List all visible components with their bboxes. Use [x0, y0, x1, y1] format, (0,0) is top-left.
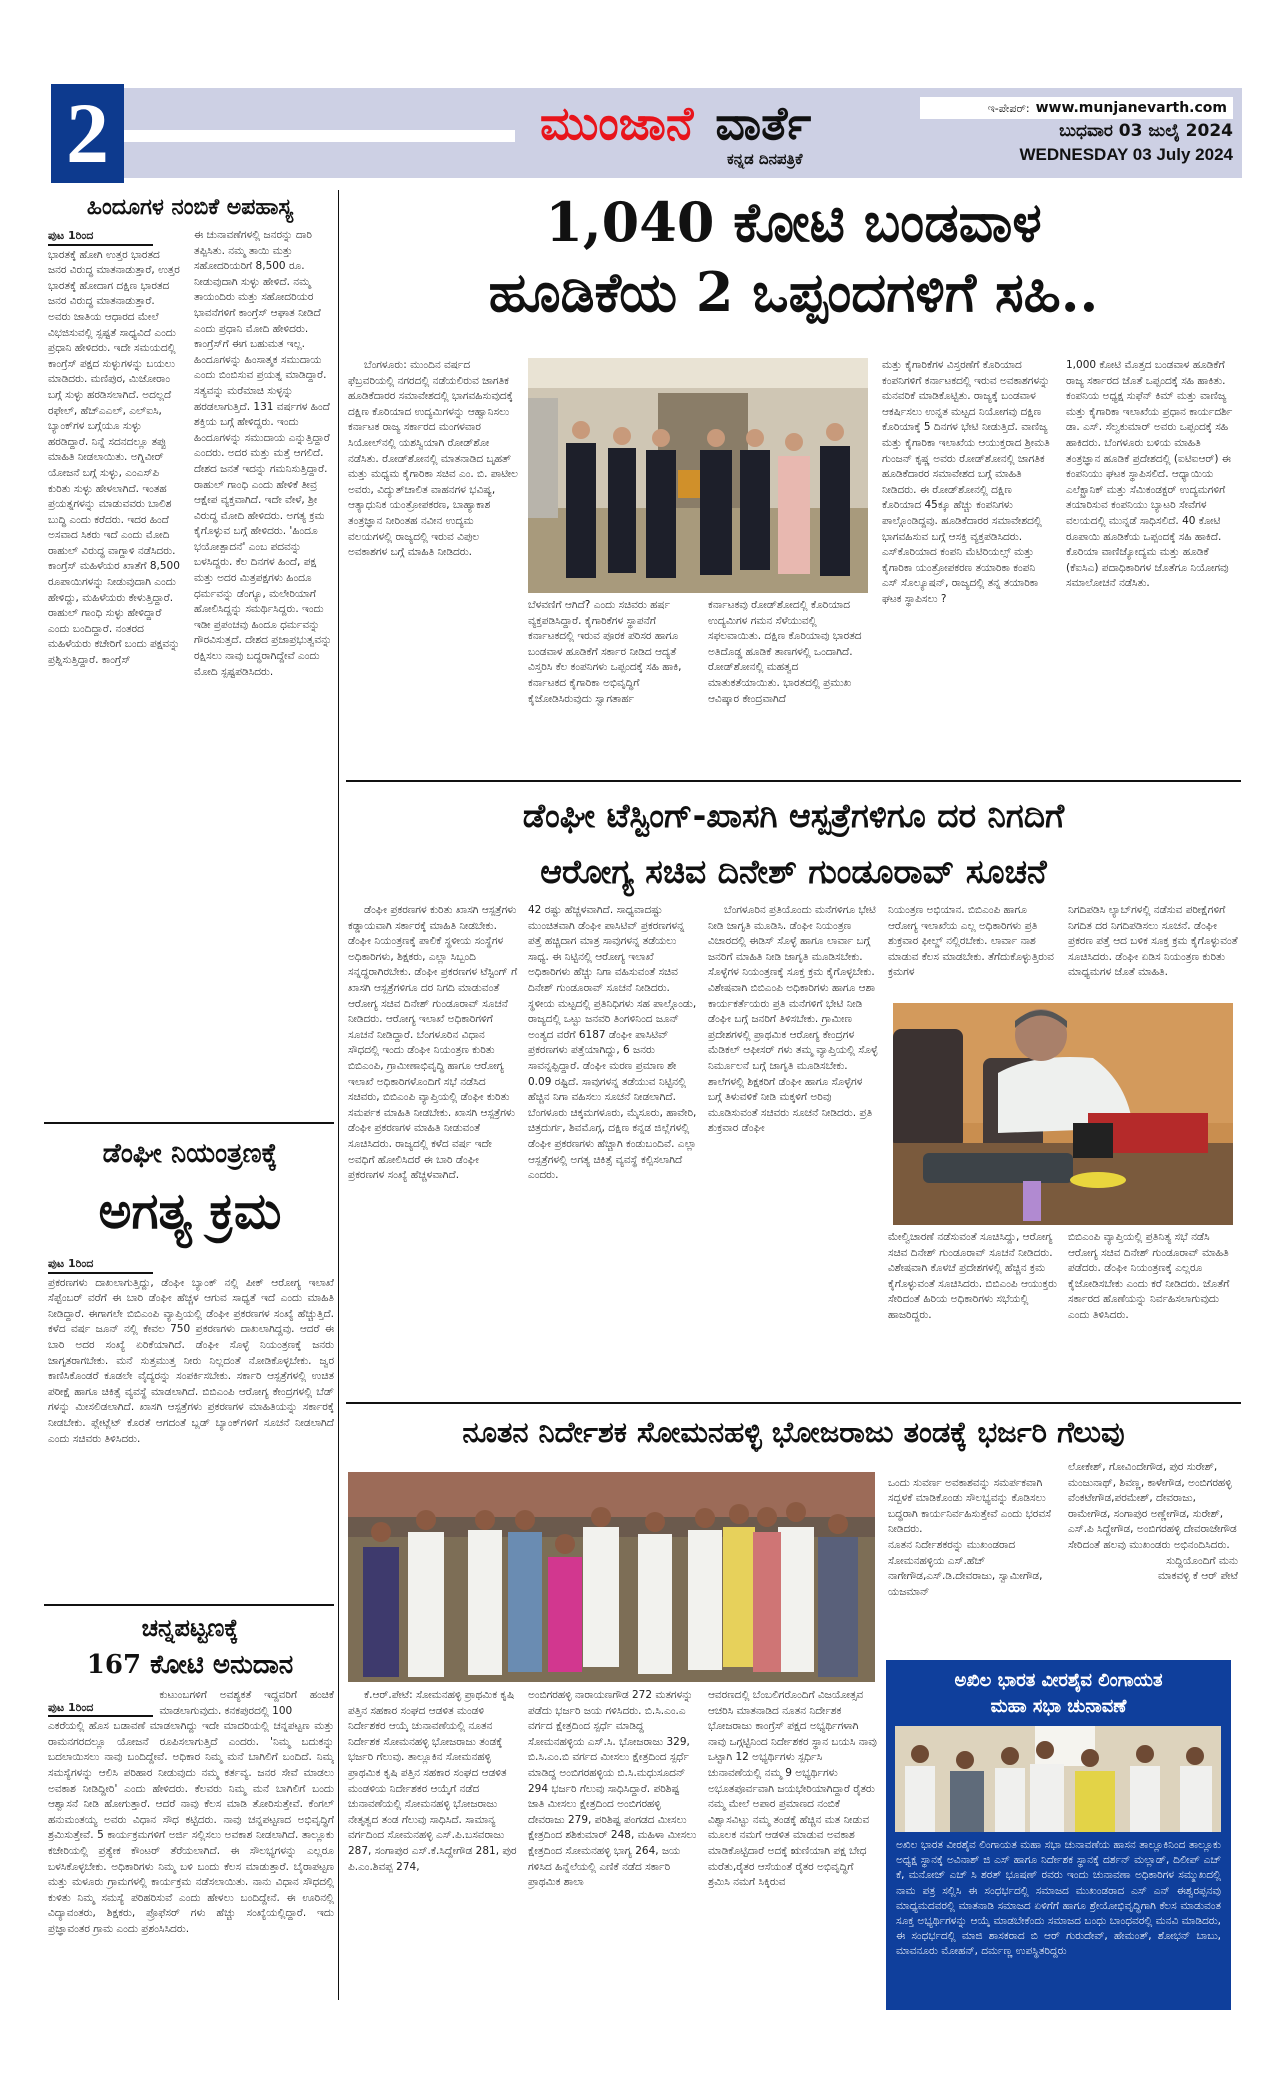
article-text: ಬೆಂಗಳೂರಿನ ಪ್ರತಿಯೊಂದು ಮನೆಗಳಿಗೂ ಭೇಟಿ ನೀಡಿ ಜಾಗೃತಿ ಮೂಡಿಸಿ. ಡೆಂಘೀ ನಿಯಂತ್ರಣ ವಿಚಾರದಲ್ಲಿ ಈಡಿಸ್ ಸೊಳ್ಳೆ ಹಾಗೂ ಲಾರ್ವಾ ಬಗ್ಗೆ ಜನರಿಗೆ ಮಾಹಿತಿ ನೀಡಿ ಜಾಗೃತಿ ಮೂಡಿಸಬೇಕು. ಸೊಳ್ಳೆಗಳ ನಿಯಂತ್ರಣಕ್ಕೆ ಸೂಕ್ತ ಕ್ರಮ ಕೈಗೊಳ್ಳಬೇಕು. ವಿಶೇಷವಾಗಿ ಬಿಬಿಎಂಪಿ ಅಧಿಕಾರಿಗಳು ಹಾಗೂ ಆಶಾ ಕಾರ್ಯಕರ್ತೆಯರು ಪ್ರತಿ ಮನೆಗಳಿಗೆ ಭೇಟಿ ನೀಡಿ ಡೆಂಘೀ ಬಗ್ಗೆ ಜನರಿಗೆ ತಿಳಿಸಬೇಕು. ಗ್ರಾಮೀಣ ಪ್ರದೇಶಗಳಲ್ಲಿ ಪ್ರಾಥಮಿಕ ಆರೋಗ್ಯ ಕೇಂದ್ರಗಳ ಮೆಡಿಕಲ್ ಆಫೀಸರ್ ಗಳು ತಮ್ಮ ವ್ಯಾಪ್ತಿಯಲ್ಲಿ ಸೊಳ್ಳೆ ನಿರ್ಮೂಲನೆ ಬಗ್ಗೆ ಜಾಗೃತಿ ಮೂಡಿಸಬೇಕು. ಶಾಲೆಗಳಲ್ಲಿ ಶಿಕ್ಷಕರಿಗೆ ಡೆಂಘೀ ಹಾಗೂ ಸೊಳ್ಳೆಗಳ ಬಗ್ಗೆ ತಿಳುವಳಿಕೆ ನೀಡಿ ಮಕ್ಕಳಿಗೆ ಅರಿವು ಮೂಡಿಸುವಂತೆ ಸಚಿವರು ಸೂಚನೆ ನೀಡಿದರು. ಪ್ರತಿ ಶುಕ್ರವಾರ ಡೆಂಘೀ [708, 904, 878, 1135]
dengue-col5a [1068, 903, 1238, 998]
section-divider [346, 1402, 1241, 1404]
election-photo-image [348, 1472, 875, 1682]
election-col2 [528, 1688, 698, 2008]
masthead-strip [55, 130, 515, 142]
blue-box-headline-line1: ಅಖಿಲ ಭಾರತ ವೀರಶೈವ ಲಿಂಗಾಯತ [954, 1670, 1163, 1691]
article-text: ಭಾರತಕ್ಕೆ ಹೋಗಿ ಉತ್ತರ ಭಾರತದ ಜನರ ವಿರುದ್ಧ ಮಾತನಾಡುತ್ತಾರೆ, ಉತ್ತರ ಭಾರತಕ್ಕೆ ಹೋದಾಗ ದಕ್ಷಿಣ ಭಾರತದ ಜನರ ವಿರುದ್ಧ ಮಾತನಾಡುತ್ತಾರೆ. ಅವರು ಜಾತಿಯ ಆಧಾರದ ಮೇಲೆ ವಿಭಜಿಸುವಲ್ಲಿ ಸ್ಪಷ್ಟತೆ ಸಾಧ್ಯವಿದೆ ಎಂದು ಪ್ರಧಾನಿ ಹೇಳಿದರು. ಇದೇ ಸಮಯದಲ್ಲಿ ಕಾಂಗ್ರೆಸ್ ಪಕ್ಷದ ಸುಳ್ಳುಗಳನ್ನು ಬಯಲು ಮಾಡಿದರು. ಮಣಿಪುರ, ಮಿಜೋರಾಂ ಬಗ್ಗೆ ಸುಳ್ಳು ಹರಡಿಸಲಾಗಿದೆ. ಅದಲ್ಲದೆ ರಫೇಲ್, ಹೆಚ್ಎಎಲ್, ಎಲ್ಐಸಿ, ಬ್ಯಾಂಕ್‌ಗಳ ಬಗ್ಗೆಯೂ ಸುಳ್ಳು ಹರಡಿದ್ದಾರೆ. ನಿನ್ನೆ ಸದನದಲ್ಲೂ ತಪ್ಪು ಮಾಹಿತಿ ನೀಡಲಾಯಿತು. ಅಗ್ನಿವೀರ್ ಯೋಜನೆ ಬಗ್ಗೆ ಸುಳ್ಳು, ಎಂಎಸ್‌ಪಿ ಕುರಿತು ಸುಳ್ಳು ಹೇಳಲಾಗಿದೆ. ಇಂತಹ ಪ್ರಯತ್ನಗಳನ್ನು ಮಾಡುವವರು ಬಾಲಿಶ ಬುದ್ಧಿ ಎಂದು ಕರೆದರು. ಇದರ ಹಿಂದೆ ಅಸವಾದ ಸಿಕರು ಇದೆ ಎಂದು ಮೋದಿ ರಾಹುಲ್ ವಿರುದ್ಧ ವಾಗ್ದಾಳಿ ನಡೆಸಿದರು. ಕಾಂಗ್ರೆಸ್ ಮಹಿಳೆಯರ ಖಾತೆಗೆ 8,500 ರೂಪಾಯಿಗಳನ್ನು ನೀಡುವುದಾಗಿ ಎಂದು ಹೇಳಿದ್ದು, ಮಹಿಳೆಯರು ಕೇಳುತ್ತಿದ್ದಾರೆ. ರಾಹುಲ್ ಗಾಂಧಿ ಸುಳ್ಳು ಹೇಳಿದ್ದಾರೆ ಎಂದು ಬಂದಿದ್ದಾರೆ. ನಂತರದ ಮಹಿಳೆಯರು ಕಚೇರಿಗೆ ಬಂದು ಪಕ್ಷವನ್ನು ಪ್ರಶ್ನಿಸುತ್ತಿದ್ದಾರೆ. ಕಾಂಗ್ರೆಸ್ [48, 248, 180, 667]
section-divider [44, 1122, 334, 1124]
lead-headline-line1: 1,040 ಕೋಟಿ ಬಂಡವಾಳ [545, 190, 1042, 254]
minister-photo-image [893, 1003, 1233, 1225]
epaper-label: ಇ-ಪೇಪರ್: [987, 102, 1030, 115]
article-text: ಪ್ರಕರಣಗಳು ದಾಖಲಾಗುತ್ತಿದ್ದು, ಡೆಂಘೀ ಬ್ಯಾಂಕ್ ನಲ್ಲಿ ಪೀಕ್ ಆರೋಗ್ಯ ಇಲಾಖೆ ಸೆಪ್ಟೆಂಬರ್ ವರೆಗೆ ಈ ಬಾರಿ ಡೆಂಘೀ ಹೆಚ್ಚಳ ಆಗುವ ಸಾಧ್ಯತೆ ಇದೆ ಎಂದು ಮಾಹಿತಿ ನೀಡಿದ್ದಾರೆ. ಈಗಾಗಲೇ ಬಿಬಿಎಂಪಿ ವ್ಯಾಪ್ತಿಯಲ್ಲಿ ಡೆಂಘೀ ಪ್ರಕರಣಗಳ ಸಂಖ್ಯೆ ಹೆಚ್ಚುತ್ತಿದೆ. ಕಳೆದ ವರ್ಷ ಜೂನ್ ನಲ್ಲಿ ಕೇವಲ 750 ಪ್ರಕರಣಗಳು ದಾಖಲಾಗಿದ್ದವು. ಆದರೆ ಈ ಬಾರಿ ಅದರ ಸಂಖ್ಯೆ ಏರಿಕೆಯಾಗಿದೆ. ಡೆಂಘೀ ಸೊಳ್ಳೆ ನಿಯಂತ್ರಣಕ್ಕೆ ಜನರು ಜಾಗೃತರಾಗಬೇಕು. ಮನೆ ಸುತ್ತಮುತ್ತ ನೀರು ನಿಲ್ಲದಂತೆ ನೋಡಿಕೊಳ್ಳಬೇಕು. ಜ್ವರ ಕಾಣಿಸಿಕೊಂಡರೆ ಕೂಡಲೇ ವೈದ್ಯರನ್ನು ಸಂಪರ್ಕಿಸಬೇಕು. ಸರ್ಕಾರಿ ಆಸ್ಪತ್ರೆಗಳಲ್ಲಿ ಉಚಿತ ಪರೀಕ್ಷೆ ಹಾಗೂ ಚಿಕಿತ್ಸೆ ವ್ಯವಸ್ಥೆ ಮಾಡಲಾಗಿದೆ. ಬಿಬಿಎಂಪಿ ಆರೋಗ್ಯ ಕೇಂದ್ರಗಳಲ್ಲಿ ಬೆಡ್ ಗಳನ್ನು ಮೀಸಲಿಡಲಾಗಿದೆ. ಖಾಸಗಿ ಆಸ್ಪತ್ರೆಗಳು ಪ್ರಕರಣಗಳ ಮಾಹಿತಿಯನ್ನು ಸರ್ಕಾರಕ್ಕೆ ನೀಡಬೇಕು. ಪ್ಲೇಟ್ಲೆಟ್ ಕೊರತೆ ಆಗದಂತೆ ಬ್ಲಡ್ ಬ್ಯಾಂಕ್‌ಗಳಿಗೆ ಸೂಚನೆ ನೀಡಲಾಗಿದೆ ಎಂದು ಸಚಿವರು ತಿಳಿಸಿದರು. [48, 1276, 334, 1445]
dengue-col2 [528, 903, 698, 1398]
dengue-headline-line2: ಆರೋಗ್ಯ ಸಚಿವ ದಿನೇಶ್ ಗುಂಡೂರಾವ್ ಸೂಚನೆ [540, 852, 1047, 891]
logo-black-word: ವಾರ್ತೆ [715, 96, 812, 150]
lead-col1 [348, 358, 518, 773]
dengue-col4a [888, 903, 1058, 998]
dengue-col1 [348, 903, 518, 1398]
continued-label: ಪುಟ 1ರಿಂದ [48, 1700, 153, 1718]
continued-label: ಪುಟ 1ರಿಂದ [48, 228, 153, 246]
election-victory-photo [348, 1472, 875, 1682]
logo-red-word: ಮುಂಜಾನೆ [540, 96, 694, 150]
lead-headline-line2: ಹೂಡಿಕೆಯ 2 ಒಪ್ಪಂದಗಳಿಗೆ ಸಹಿ.. [488, 260, 1099, 324]
left-story-1-col2 [194, 228, 334, 1118]
byline-2: ಮಾಕವಳ್ಳಿ ಕೆ ಆರ್ ಪೇಟೆ [1157, 1570, 1238, 1583]
dengue-col3 [708, 903, 878, 1398]
left-story-2-body [48, 1256, 334, 1596]
left-story-2-headline: ಅಗತ್ಯ ಕ್ರಮ [98, 1182, 282, 1240]
section-divider [346, 780, 1241, 782]
article-text: ಲೋಕೇಶ್, ಗೋವಿಂದೇಗೌಡ, ಪುರ ಸುರೇಶ್, ಮಂಜುನಾಥ್, ಶಿವಣ್ಣ, ಕಾಳೇಗೌಡ, ಅಂಬಿಗರಹಳ್ಳಿ ವೆಂಕಟೇಗೌಡ,ಪರಮೇಶ್, ದೇವರಾಜು, ರಾಮೇಗೌಡ, ಸಂಗಾಪುರ ಅಣ್ಣೇಗೌಡ, ಸುರೇಶ್, ಎಸ್.ಪಿ ಸಿದ್ದೇಗೌಡ, ಅಂಬಿಗರಹಳ್ಳಿ ದೇವರಾಜೇಗೌಡ ಸೇರಿದಂತೆ ಹಲವು ಮುಖಂಡರು ಅಭಿನಂದಿಸಿದರು. [1068, 1461, 1237, 1551]
article-text: ಮತ್ತು ಕೈಗಾರಿಕೆಗಳ ವಿಸ್ತರಣೆಗೆ ಕೊರಿಯಾದ ಕಂಪನಿಗಳಿಗೆ ಕರ್ನಾಟಕದಲ್ಲಿ ಇರುವ ಅವಕಾಶಗಳನ್ನು ಮನವರಿಕೆ ಮಾಡಿಕೊಟ್ಟಿತು. ರಾಜ್ಯಕ್ಕೆ ಬಂಡವಾಳ ಆಕರ್ಷಿಸಲು ಉನ್ನತ ಮಟ್ಟದ ನಿಯೋಗವು ದಕ್ಷಿಣ ಕೊರಿಯಾಕ್ಕೆ 5 ದಿನಗಳ ಭೇಟಿ ನೀಡುತ್ತಿದೆ. ವಾಣಿಜ್ಯ ಮತ್ತು ಕೈಗಾರಿಕಾ ಇಲಾಖೆಯ ಆಯುಕ್ತರಾದ ಶ್ರೀಮತಿ ಗುಂಜನ್ ಕೃಷ್ಣ ಅವರು ರೋಡ್‌ಶೋನಲ್ಲಿ ಜಾಗತಿಕ ಹೂಡಿಕೆದಾರರ ಸಮಾವೇಶದ ಬಗ್ಗೆ ಮಾಹಿತಿ ನೀಡಿದರು. ಈ ರೋಡ್‌ಶೋನಲ್ಲಿ ದಕ್ಷಿಣ ಕೊರಿಯಾದ 45ಕ್ಕೂ ಹೆಚ್ಚು ಕಂಪನಿಗಳು ಪಾಲ್ಗೊಂಡಿದ್ದವು. ಹೂಡಿಕೆದಾರರ ಸಮಾವೇಶದಲ್ಲಿ ಭಾಗವಹಿಸುವ ಬಗ್ಗೆ ಆಸಕ್ತಿ ವ್ಯಕ್ತಪಡಿಸಿದರು. ಎಸ್‌ಕೊರಿಯಾದ ಕಂಪನಿ ಮೆಟಿರಿಯಲ್ಸ್ ಮತ್ತು ಕೈಗಾರಿಕಾ ಯಂತ್ರೋಪಕರಣ ತಯಾರಿಕಾ ಕಂಪನಿ ಎಸ್ ಸೊಲ್ಯೂಷನ್, ರಾಜ್ಯದಲ್ಲಿ ತನ್ನ ತಯಾರಿಕಾ ಘಟಕ ಸ್ಥಾಪಿಸಲು ? [882, 359, 1050, 605]
left-story-3-intro-row [48, 1688, 334, 1719]
left-story-3-headline: 167 ಕೋಟಿ ಅನುದಾನ [86, 1650, 294, 1680]
article-text: ಒಂದು ಸುವರ್ಣ ಅವಕಾಶವನ್ನು ಸಮರ್ಪಕವಾಗಿ ಸದ್ಬಳಕೆ ಮಾಡಿಕೊಂಡು ಸೌಲಭ್ಯವನ್ನು ಕೊಡಿಸಲು ಬದ್ಧರಾಗಿ ಕಾರ್ಯನಿರ್ವಹಿಸುತ್ತೇವೆ ಎಂದು ಭರವಸೆ ನೀಡಿದರು. ನೂತನ ನಿರ್ದೇಶಕರನ್ನು ಮುಖಂಡರಾದ ಸೋಮನಹಳ್ಳಿಯ ಎಸ್.ಹೆಚ್ ನಾಗೇಗೌಡ,ಎಸ್.ಡಿ.ದೇವರಾಜು, ಸ್ವಾಮೀಗೌಡ, ಯಜಮಾನ್ [888, 1476, 1052, 1598]
article-text: ಈ ಚುನಾವಣೆಗಳಲ್ಲಿ ಜನರನ್ನು ದಾರಿ ತಪ್ಪಿಸಿತು. ನಮ್ಮ ತಾಯಿ ಮತ್ತು ಸಹೋದರಿಯರಿಗೆ 8,500 ರೂ. ನೀಡುವುದಾಗಿ ಸುಳ್ಳು ಹೇಳಿದೆ. ನಮ್ಮ ತಾಯಂದಿರು ಮತ್ತು ಸಹೋದರಿಯರ ಭಾವನೆಗಳಿಗೆ ಕಾಂಗ್ರೆಸ್ ಆಘಾತ ನೀಡಿದೆ ಎಂದು ಪ್ರಧಾನಿ ಮೋದಿ ಹೇಳಿದರು. ಕಾಂಗ್ರೆಸ್‌ಗೆ ಈಗ ಬಹುಮತ ಇಲ್ಲ. ಹಿಂದೂಗಳನ್ನು ಹಿಂಸಾತ್ಮಕ ಸಮುದಾಯ ಎಂದು ಬಿಂಬಿಸುವ ಪ್ರಯತ್ನ ಮಾಡಿದ್ದಾರೆ. ಸತ್ಯವನ್ನು ಮರೆಮಾಚಿ ಸುಳ್ಳನ್ನು ಹರಡಲಾಗುತ್ತಿದೆ. 131 ವರ್ಷಗಳ ಹಿಂದೆ ಶಕ್ತಿಯ ಬಗ್ಗೆ ಹೇಳಿದ್ದರು. ಇಂದು ಹಿಂದೂಗಳನ್ನು ಸಮುದಾಯ ಎನ್ನುತ್ತಿದ್ದಾರೆ ಎಂದರು. ಅದರ ಮತ್ತು ಮತ್ತೆ ಆಗಲಿದೆ. ದೇಶದ ಜನತೆ ಇದನ್ನು ಗಮನಿಸುತ್ತಿದ್ದಾರೆ. ರಾಹುಲ್ ಗಾಂಧಿ ಎಂದು ಹೇಳಿಕೆ ತೀವ್ರ ಆಕ್ಷೇಪ ವ್ಯಕ್ತವಾಗಿದೆ. ಇದೇ ವೇಳೆ, ಶ್ರೀ ವಿರುದ್ಧ ಮೋದಿ ಹೇಳಿದರು. ಅಗತ್ಯ ಕ್ರಮ ಕೈಗೊಳ್ಳುವ ಬಗ್ಗೆ ಹೇಳಿದರು. 'ಹಿಂದೂ ಭಯೋತ್ಪಾದನೆ' ಎಂಬ ಪದವನ್ನು ಬಳಸಿದ್ದರು. ಕೆಲ ದಿನಗಳ ಹಿಂದೆ, ಪಕ್ಷ ಮತ್ತು ಅದರ ಮಿತ್ರಪಕ್ಷಗಳು ಹಿಂದೂ ಧರ್ಮವನ್ನು ಡೆಂಗ್ಯೂ, ಮಲೇರಿಯಾಗೆ ಹೋಲಿಸಿದ್ದನ್ನು ಸಮರ್ಥಿಸಿದ್ದರು. ಇಂದು ಇಡೀ ಪ್ರಪಂಚವು ಹಿಂದೂ ಧರ್ಮವನ್ನು ಗೌರವಿಸುತ್ತದೆ. ದೇಶದ ಪ್ರಜಾಪ್ರಭುತ್ವವನ್ನು ರಕ್ಷಿಸಲು ನಾವು ಬದ್ಧರಾಗಿದ್ದೇವೆ ಎಂದು ಮೋದಿ ಸ್ಪಷ್ಟಪಡಿಸಿದರು. [194, 229, 332, 678]
left-story-1-col1 [48, 228, 180, 1118]
epaper-address [920, 97, 1233, 119]
byline-1: ಸುದ್ದಿಯೊಂದಿಗೆ ಮನು [1166, 1554, 1238, 1567]
left-story-3-kicker: ಚನ್ನಪಟ್ಟಣಕ್ಕೆ [141, 1614, 239, 1642]
blue-box-headline-line2: ಮಹಾ ಸಭಾ ಚುನಾವಣೆ [990, 1696, 1127, 1717]
article-text: ಆವರಣದಲ್ಲಿ ಬೆಂಬಲಿಗರೊಂದಿಗೆ ವಿಜಯೋತ್ಸವ ಆಚರಿಸಿ ಮಾತನಾಡಿದ ನೂತನ ನಿರ್ದೇಶಕ ಭೋಜರಾಜು ಕಾಂಗ್ರೆಸ್ ಪಕ್ಷದ ಅಭ್ಯರ್ಥಿಗಳಾಗಿ ನಾವು ಒಗ್ಗಟ್ಟಿನಿಂದ ನಿರ್ದೇಶಕರ ಸ್ಥಾನ ಬಯಸಿ ನಾವು ಒಟ್ಟಾಗಿ 12 ಅಭ್ಯರ್ಥಿಗಳು ಸ್ಪರ್ಧಿಸಿ ಚುನಾವಣೆಯಲ್ಲಿ ನಮ್ಮ 9 ಅಭ್ಯರ್ಥಿಗಳು ಅಭೂತಪೂರ್ವವಾಗಿ ಜಯಭೇರಿಯಾಗಿದ್ದಾರೆ ರೈತರು ನಮ್ಮ ಮೇಲೆ ಅಪಾರ ಪ್ರಮಾಣದ ನಂಬಿಕೆ ವಿಶ್ವಾಸವಿಟ್ಟು ನಮ್ಮ ತಂಡಕ್ಕೆ ಹೆಚ್ಚಿನ ಮತ ನೀಡುವ ಮೂಲಕ ನಮಗೆ ಆಡಳಿತ ಮಾಡುವ ಅವಕಾಶ ಮಾಡಿಕೊಟ್ಟಿದಾರೆ ಅದಕ್ಕೆ ಋಣಿಯಾಗಿ ಪಕ್ಷ ಬೇಧ ಮರೆತು,ರೈತರ ಆಸೆಯಂತೆ ರೈತರ ಅಭಿವೃದ್ಧಿಗೆ ಶ್ರಮಿಸಿ ನಮಗೆ ಸಿಕ್ಕಿರುವ [708, 1689, 877, 1889]
article-text: 1,000 ಕೋಟಿ ಮೊತ್ತದ ಬಂಡವಾಳ ಹೂಡಿಕೆಗೆ ರಾಜ್ಯ ಸರ್ಕಾರದ ಜೊತೆ ಒಪ್ಪಂದಕ್ಕೆ ಸಹಿ ಹಾಕಿತು. ಕಂಪನಿಯ ಅಧ್ಯಕ್ಷ ಸುಫೆನ್ ಕಿಮ್ ಮತ್ತು ವಾಣಿಜ್ಯ ಮತ್ತು ಕೈಗಾರಿಕಾ ಇಲಾಖೆಯ ಪ್ರಧಾನ ಕಾರ್ಯದರ್ಶಿ ಡಾ. ಎಸ್. ಸೆಲ್ವಕುಮಾರ್ ಅವರು ಒಪ್ಪಂದಕ್ಕೆ ಸಹಿ ಹಾಕಿದರು. ಬೆಂಗಳೂರು ಬಳಿಯ ಮಾಹಿತಿ ತಂತ್ರಜ್ಞಾನ ಹೂಡಿಕೆ ಪ್ರದೇಶದಲ್ಲಿ (ಐಟಿಐಆರ್) ಈ ಕಂಪನಿಯು ಘಟಕ ಸ್ಥಾಪಿಸಲಿದೆ. ಆಧ್ಯಾಯಿಯ ಎಲೆಕ್ಟ್ರಾನಿಕ್ ಮತ್ತು ಸೆಮಿಕಂಡಕ್ಟರ್ ಉದ್ಯಮಗಳಿಗೆ ತಯಾರಿಸುವ ಕಂಪನಿಯು ಬ್ಯಾಟರಿ ಸೇವೆಗಳ ವಲಯದಲ್ಲಿ ಮುನ್ನಡೆ ಸಾಧಿಸಲಿದೆ. 40 ಕೋಟಿ ರೂಪಾಯಿ ಹೂಡಿಕೆಯ ಒಪ್ಪಂದಕ್ಕೆ ಸಹಿ ಹಾಕಿದೆ. ಕೊರಿಯಾ ವಾಣಿಜ್ಯೋದ್ಯಮ ಮತ್ತು ಹೂಡಿಕೆ (ಕೆಐಸಿಎ) ಪದಾಧಿಕಾರಿಗಳ ಜೊತೆಗೂ ನಿಯೋಗವು ಸಮಾಲೋಚನೆ ನಡೆಸಿತು. [1066, 359, 1233, 590]
election-headline: ನೂತನ ನಿರ್ದೇಶಕ ಸೋಮನಹಳ್ಳಿ ಭೋಜರಾಜು ತಂಡಕ್ಕೆ ಭರ್ಜರಿ ಗೆಲುವು [462, 1415, 1125, 1449]
dengue-col4b [888, 1230, 1058, 1400]
continued-label: ಪುಟ 1ರಿಂದ [48, 1256, 153, 1274]
election-col4 [888, 1460, 1058, 1655]
blue-box-photo [895, 1726, 1221, 1832]
tagline: ಕನ್ನಡ ದಿನಪತ್ರಿಕೆ [727, 150, 803, 168]
dengue-headline-line1: ಡೆಂಘೀ ಟೆಸ್ಟಿಂಗ್-ಖಾಸಗಿ ಆಸ್ಪತ್ರೆಗಳಿಗೂ ದರ ನಿಗದಿಗೆ [522, 796, 1065, 835]
newspaper-logo [540, 95, 811, 151]
lead-photo-image [528, 358, 868, 593]
lead-col2b [708, 598, 868, 773]
article-text: ಕರ್ನಾಟಕವು ರೋಡ್‌ಶೋದಲ್ಲಿ ಕೊರಿಯಾದ ಉದ್ಯಮಿಗಳ ಗಮನ ಸೆಳೆಯುವಲ್ಲಿ ಸಫಲವಾಯಿತು. ದಕ್ಷಿಣ ಕೊರಿಯಾವು ಭಾರತದ ಅತಿದೊಡ್ಡ ಹೂಡಿಕೆ ತಾಣಗಳಲ್ಲಿ ಒಂದಾಗಿದೆ. ರೋಡ್‌ಶೋನಲ್ಲಿ ಮಹತ್ವದ ಮಾತುಕತೆಯಾಯಿತು. ಭಾರತದಲ್ಲಿ ಪ್ರಮುಖ ಆವಿಷ್ಕಾರ ಕೇಂದ್ರವಾಗಿದೆ [708, 599, 862, 705]
article-text: ಮೇಲ್ವಿಚಾರಣೆ ನಡೆಸುವಂತೆ ಸೂಚಿಸಿದ್ದು, ಆರೋಗ್ಯ ಸಚಿವ ದಿನೇಶ್ ಗುಂಡೂರಾವ್ ಸೂಚನೆ ನೀಡಿದರು. ವಿಶೇಷವಾಗಿ ಕೊಳಚೆ ಪ್ರದೇಶಗಳಲ್ಲಿ ಹೆಚ್ಚಿನ ಕ್ರಮ ಕೈಗೊಳ್ಳುವಂತೆ ಸೂಚಿಸಿದರು. ಬಿಬಿಎಂಪಿ ಆಯುಕ್ತರು ಸೇರಿದಂತೆ ಹಿರಿಯ ಅಧಿಕಾರಿಗಳು ಸಭೆಯಲ್ಲಿ ಹಾಜರಿದ್ದರು. [888, 1231, 1057, 1321]
lead-col2a [528, 598, 688, 773]
date-kannada: ಬುಧವಾರ 03 ಜುಲೈ 2024 [1059, 121, 1233, 141]
left-story-3-body [48, 1688, 334, 2008]
article-text: ಬೆಳವಣಿಗೆ ಆಗಿದೆ? ಎಂದು ಸಚಿವರು ಹರ್ಷ ವ್ಯಕ್ತಪಡಿಸಿದ್ದಾರೆ. ಕೈಗಾರಿಕೆಗಳ ಸ್ಥಾಪನೆಗೆ ಕರ್ನಾಟಕದಲ್ಲಿ ಇರುವ ಪೂರಕ ಪರಿಸರ ಹಾಗೂ ಬಂಡವಾಳ ಹೂಡಿಕೆಗೆ ಸರ್ಕಾರ ನೀಡಿದ ಆದ್ಯತೆ ವಿಸ್ತರಿಸಿ ಕೆಲ ಕಂಪನಿಗಳು ಒಪ್ಪಂದಕ್ಕೆ ಸಹಿ ಹಾಕಿ, ಕರ್ನಾಟಕದ ಕೈಗಾರಿಕಾ ಅಭಿವೃದ್ಧಿಗೆ ಕೈಜೋಡಿಸಿರುವುದು ಸ್ವಾಗತಾರ್ಹ [528, 599, 682, 705]
section-divider [44, 1604, 334, 1606]
left-story-1-headline: ಹಿಂದೂಗಳ ನಂಬಿಕೆ ಅಪಹಾಸ್ಯ [86, 195, 294, 220]
website-link[interactable]: www.munjanevarth.com [1035, 100, 1227, 116]
date-english: WEDNESDAY 03 July 2024 [1019, 145, 1233, 164]
article-text: 42 ರಷ್ಟು ಹೆಚ್ಚಳವಾಗಿದೆ. ಸಾಧ್ಯವಾದಷ್ಟು ಮುಂಚಿತವಾಗಿ ಡೆಂಘೀ ಪಾಸಿಟಿವ್ ಪ್ರಕರಣಗಳನ್ನ ಪತ್ತೆ ಹಚ್ಚಿದಾಗ ಮಾತ್ರ ಸಾವುಗಳನ್ನ ತಡೆಯಲು ಸಾಧ್ಯ. ಈ ನಿಟ್ಟಿನಲ್ಲಿ ಆರೋಗ್ಯ ಇಲಾಖೆ ಅಧಿಕಾರಿಗಳು ಹೆಚ್ಚು ನಿಗಾ ವಹಿಸುವಂತೆ ಸಚಿವ ದಿನೇಶ್ ಗುಂಡೂರಾವ್ ಸೂಚನೆ ನೀಡಿದರು. ಸ್ಥಳೀಯ ಮಟ್ಟದಲ್ಲಿ ಪ್ರತಿನಿಧಿಗಳು ಸಹ ಪಾಲ್ಗೊಂಡು, ರಾಜ್ಯದಲ್ಲಿ ಒಟ್ಟು ಜನವರಿ ತಿಂಗಳಿನಿಂದ ಜೂನ್ ಅಂತ್ಯದ ವರೆಗೆ 6187 ಡೆಂಘೀ ಪಾಸಿಟಿವ್ ಪ್ರಕರಣಗಳು ಪತ್ತೆಯಾಗಿದ್ದು, 6 ಜನರು ಸಾವನ್ನಪ್ಪಿದ್ದಾರೆ. ಡೆಂಘೀ ಮರಣ ಪ್ರಮಾಣ ಶೇ 0.09 ರಷ್ಟಿದೆ. ಸಾವುಗಳನ್ನ ತಡೆಯುವ ನಿಟ್ಟಿನಲ್ಲಿ ಹೆಚ್ಚಿನ ನಿಗಾ ವಹಿಸಲು ಸೂಚನೆ ನೀಡಲಾಗಿದೆ. ಬೆಂಗಳೂರು ಚಿಕ್ಕಮಗಳೂರು, ಮೈಸೂರು, ಹಾವೇರಿ, ಚಿತ್ರದುರ್ಗ, ಶಿವಮೊಗ್ಗ, ದಕ್ಷಿಣ ಕನ್ನಡ ಜಿಲ್ಲೆಗಳಲ್ಲಿ ಡೆಂಘೀ ಪ್ರಕರಣಗಳು ಹೆಚ್ಚಾಗಿ ಕಂಡುಬಂದಿವೆ. ಎಲ್ಲಾ ಆಸ್ಪತ್ರೆಗಳಲ್ಲಿ ಅಗತ್ಯ ಚಿಕಿತ್ಸೆ ವ್ಯವಸ್ಥೆ ಕಲ್ಪಿಸಲಾಗಿದೆ ಎಂದರು. [528, 904, 697, 1182]
veerashaiva-election-box [886, 1660, 1231, 2010]
article-text: ಅಂಬಿಗರಹಳ್ಳಿ ನಾರಾಯಣಗೌಡ 272 ಮತಗಳನ್ನು ಪಡೆದು ಭರ್ಜರಿ ಜಯ ಗಳಿಸಿದರು. ಬಿ.ಸಿ.ಎಂ.ಎ ವರ್ಗದ ಕ್ಷೇತ್ರದಿಂದ ಸ್ಪರ್ಧೆ ಮಾಡಿದ್ದ ಸೋಮನಹಳ್ಳಿಯ ಎಸ್.ಸಿ. ಭೋಜರಾಜು 329, ಬಿ.ಸಿ.ಎಂ.ಬಿ ವರ್ಗದ ಮೀಸಲು ಕ್ಷೇತ್ರದಿಂದ ಸ್ಪರ್ಧೆ ಮಾಡಿದ್ದ ಅಂಬಿಗರಹಳ್ಳಿಯ ಬಿ.ಸಿ.ಮಧುಸೂದನ್ 294 ಭರ್ಜರಿ ಗೆಲುವು ಸಾಧಿಸಿದ್ದಾರೆ. ಪರಿಶಿಷ್ಟ ಜಾತಿ ಮೀಸಲು ಕ್ಷೇತ್ರದಿಂದ ಅಂಬಿಗರಹಳ್ಳಿ ದೇವರಾಜು 279, ಪರಿಶಿಷ್ಟ ಪಂಗಡದ ಮೀಸಲು ಕ್ಷೇತ್ರದಿಂದ ಶಶಿಕುಮಾರ್ 248, ಮಹಿಳಾ ಮೀಸಲು ಕ್ಷೇತ್ರದಿಂದ ಸೋಮನಹಳ್ಳಿ ಭಾಗ್ಯ 264, ಜಯ ಗಳಿಸಿದ ಹಿನ್ನೆಲೆಯಲ್ಲಿ ಎಣಿಕೆ ನಡೆದ ಸರ್ಕಾರಿ ಪ್ರಾಥಮಿಕ ಶಾಲಾ [528, 1689, 697, 1889]
article-text: ಬಿಬಿಎಂಪಿ ವ್ಯಾಪ್ತಿಯಲ್ಲಿ ಪ್ರತಿನಿತ್ಯ ಸಭೆ ನಡೆಸಿ ಆರೋಗ್ಯ ಸಚಿವ ದಿನೇಶ್ ಗುಂಡೂರಾವ್ ಮಾಹಿತಿ ಪಡೆದರು. ಡೆಂಘೀ ನಿಯಂತ್ರಣಕ್ಕೆ ಎಲ್ಲರೂ ಕೈಜೋಡಿಸಬೇಕು ಎಂದು ಕರೆ ನೀಡಿದರು. ಜೊತೆಗೆ ಸರ್ಕಾರದ ಹೊಣೆಯನ್ನು ನಿರ್ವಹಿಸಲಾಗುವುದು ಎಂದು ತಿಳಿಸಿದರು. [1068, 1231, 1230, 1321]
page-number-badge: 2 [51, 84, 124, 183]
dengue-col5b [1068, 1230, 1238, 1400]
article-text: ನಿಯಂತ್ರಣ ಅಭಿಯಾನ. ಬಿಬಿಎಂಪಿ ಹಾಗೂ ಆರೋಗ್ಯ ಇಲಾಖೆಯ ಎಲ್ಲ ಅಧಿಕಾರಿಗಳು ಪ್ರತಿ ಶುಕ್ರವಾರ ಫೀಲ್ಡ್ ನಲ್ಲಿರಬೇಕು. ಲಾರ್ವಾ ನಾಶ ಮಾಡುವ ಕೆಲಸ ಮಾಡಬೇಕು. ತೆಗೆದುಕೊಳ್ಳುತ್ತಿರುವ ಕ್ರಮಗಳ [888, 904, 1054, 979]
article-text: ಎಕರೆಯಲ್ಲಿ ಹೊಸ ಬಡಾವಣೆ ಮಾಡಲಾಗಿದ್ದು ಇದೇ ಮಾದರಿಯಲ್ಲಿ ಚನ್ನಪಟ್ಟಣ ಮತ್ತು ರಾಮನಗರದಲ್ಲೂ ಯೋಜನೆ ರೂಪಿಸಲಾಗುತ್ತಿದೆ ಎಂದರು. 'ನಿಮ್ಮ ಬದುಕನ್ನು ಬದಲಾಯಿಸಲು ನಾವು ಬಂದಿದ್ದೇವೆ. ಅಧಿಕಾರ ನಿಮ್ಮ ಮನೆ ಬಾಗಿಲಿಗೆ ಬಂದಿದೆ. ನಿಮ್ಮ ಸಮಸ್ಯೆಗಳನ್ನು ಆಲಿಸಿ ಪರಿಹಾರ ನೀಡುವುದು ನಮ್ಮ ಕರ್ತವ್ಯ. ಜನರ ಸೇವೆ ಮಾಡಲು ಅವಕಾಶ ನೀಡಿದ್ದೀರಿ' ಎಂದು ಹೇಳಿದರು. ಕೆಲವರು ನಿಮ್ಮ ಮನೆ ಬಾಗಿಲಿಗೆ ಬಂದು ಆಶ್ವಾಸನೆ ನೀಡಿ ಹೋಗುತ್ತಾರೆ. ಆದರೆ ನಾವು ಕೆಲಸ ಮಾಡಿ ತೋರಿಸುತ್ತೇವೆ. ಕೆಂಗಲ್ ಹನುಮಂತಯ್ಯ ಅವರು ವಿಧಾನ ಸೌಧ ಕಟ್ಟಿದರು. ನಾವು ಚನ್ನಪಟ್ಟಣದ ಅಭಿವೃದ್ಧಿಗೆ ಶ್ರಮಿಸುತ್ತೇವೆ. 5 ಕಾರ್ಯಕ್ರಮಗಳಿಗೆ ಅರ್ಜಿ ಸಲ್ಲಿಸಲು ಅವಕಾಶ ನೀಡಲಾಗಿದೆ. ತಾಲ್ಲೂಕು ಕಚೇರಿಯಲ್ಲಿ ಪ್ರತ್ಯೇಕ ಕೌಂಟರ್ ತೆರೆಯಲಾಗಿದೆ. ಈ ಸೌಲಭ್ಯಗಳನ್ನು ಎಲ್ಲರೂ ಬಳಸಿಕೊಳ್ಳಬೇಕು. ಅಧಿಕಾರಿಗಳು ನಿಮ್ಮ ಬಳಿ ಬಂದು ಕೆಲಸ ಮಾಡುತ್ತಾರೆ. ಬೈರಾಪಟ್ಟಣ ಮತ್ತು ಮಳೂರು ಗ್ರಾಮಗಳಲ್ಲಿ ಕಾರ್ಯಕ್ರಮ ನಡೆಸಲಾಯಿತು. ನಾನು ವಿಧಾನ ಸೌಧದಲ್ಲಿ ಕುಳಿತು ನಿಮ್ಮ ಸಮಸ್ಯೆ ಪರಿಹರಿಸುವೆ ಎಂದು ಹೇಳಲು ಬಂದಿದ್ದೇನೆ. ಈ ಊರಿನಲ್ಲಿ ವಿದ್ಯಾವಂತರು, ಶಿಕ್ಷಕರು, ಪ್ರೊಫೆಸರ್ ಗಳು ಹೆಚ್ಚು ಸಂಖ್ಯೆಯಲ್ಲಿದ್ದಾರೆ. ಇದು ಪ್ರಜ್ಞಾವಂತರ ಗ್ರಾಮ ಎಂದು ಪ್ರಶಂಸಿಸಿದರು. [48, 1720, 334, 1935]
blue-box-photo-image [895, 1726, 1221, 1832]
column-divider [338, 190, 339, 2000]
election-col1 [348, 1688, 518, 2008]
election-col5 [1068, 1460, 1238, 1655]
blue-box-body: ಅಖಿಲ ಭಾರತ ವೀರಶೈವ ಲಿಂಗಾಯತ ಮಹಾ ಸಭಾ ಚುನಾವಣೆಯ ಹಾಸನ ತಾಲ್ಲೂಕಿನಿಂದ ತಾಲ್ಲೂಕು ಅಧ್ಯಕ್ಷ ಸ್ಥಾನಕ್ಕೆ ಅವಿನಾಶ್ ಜಿ ಎಸ್ ಹಾಗೂ ನಿರ್ದೇಶಕ ಸ್ಥಾನಕ್ಕೆ ದರ್ಶನ್ ಮಲ್ಲಾಡ್, ದಿಲೀಪ್ ಎಚ್ ಕೆ, ಮನೋಜ್ ಎಚ್ ಸಿ ಶರತ್ ಭೂಷಣ್ ರವರು ಇಂದು ಚುನಾವಣಾ ಅಧಿಕಾರಿಗಳ ಸಮ್ಮುಖದಲ್ಲಿ ನಾಮ ಪತ್ರ ಸಲ್ಲಿಸಿ ಈ ಸಂಧರ್ಭದಲ್ಲಿ ಸಮಾಜದ ಮುಖಂಡರಾದ ಎಸ್ ಎನ್ ಈಶ್ವರಪ್ಪನವು ಮಾಧ್ಯಮದವರಲ್ಲಿ ಮಾತನಾಡಿ ಸಮಾಜದ ಏಳಿಗೆಗೆ ಹಾಗೂ ಶ್ರೇಯೋಭಿವೃದ್ಧಿಗಾಗಿ ಕೆಲಸ ಮಾಡುವಂತ ಸೂಕ್ತ ಅಭ್ಯರ್ಥಿಗಳನ್ನು ಆಯ್ಕೆ ಮಾಡಬೇಕೆಂದು ಸಮಾಜದ ಬಂಧು ಬಾಂಧವರಲ್ಲಿ ಮನವಿ ಮಾಡಿದರು, ಈ ಸಂಧರ್ಭದಲ್ಲಿ ಮಾಜಿ ಶಾಸಕರಾದ ಬಿ ಆರ್ ಗುರುದೇವ್, ಹೇಮಂತ್, ಶೋಭನ್ ಬಾಬು, ಮಾವನೂರು ಮೋಹನ್, ದರ್ಮಣ್ಣ ಉಪಸ್ಥಿತರಿದ್ದರು [896, 1839, 1221, 1958]
article-intro: ಕುಟುಂಬಗಳಿಗೆ ಅವಶ್ಯಕತೆ ಇದ್ದವರಿಗೆ ಹಂಚಿಕೆ ಮಾಡಲಾಗುವುದು. ಕನಕಪುರದಲ್ಲಿ 100 [159, 1689, 334, 1717]
minister-photo [893, 1003, 1233, 1225]
article-text: ಕೆ.ಆರ್.ಪೇಟೆ: ಸೋಮನಹಳ್ಳಿ ಪ್ರಾಥಮಿಕ ಕೃಷಿ ಪತ್ತಿನ ಸಹಕಾರ ಸಂಘದ ಆಡಳಿತ ಮಂಡಳಿ ನಿರ್ದೇಶಕರ ಆಯ್ಕೆ ಚುನಾವಣೆಯಲ್ಲಿ ನೂತನ ನಿರ್ದೇಶಕ ಸೋಮನಹಳ್ಳಿ ಭೋಜರಾಜು ತಂಡಕ್ಕೆ ಭರ್ಜರಿ ಗೆಲುವು. ತಾಲ್ಲೂಕಿನ ಸೋಮನಹಳ್ಳಿ ಪ್ರಾಥಮಿಕ ಕೃಷಿ ಪತ್ತಿನ ಸಹಕಾರ ಸಂಘದ ಆಡಳಿತ ಮಂಡಳಿಯ ನಿರ್ದೇಶಕರ ಆಯ್ಕೆಗೆ ನಡೆದ ಚುನಾವಣೆಯಲ್ಲಿ ಸೋಮನಹಳ್ಳಿ ಭೋಜರಾಜು ನೇತೃತ್ವದ ತಂಡ ಗೆಲುವು ಸಾಧಿಸಿದೆ. ಸಾಮಾನ್ಯ ವರ್ಗದಿಂದ ಸೋಮನಹಳ್ಳಿ ಎಸ್.ಪಿ.ಬಸವರಾಜು 287, ಸಂಗಾಪುರ ಎಸ್.ಕೆ.ಸಿದ್ದೇಗೌಡ 281, ಪುರ ಪಿ.ಎಂ.ಶಿವಪ್ಪ 274, [348, 1689, 517, 1873]
left-story-2-kicker: ಡೆಂಘೀ ನಿಯಂತ್ರಣಕ್ಕೆ [102, 1138, 278, 1169]
article-text: ನಿಗದಿಪಡಿಸಿ ಲ್ಯಾಬ್‌ಗಳಲ್ಲಿ ನಡೆಸುವ ಪರೀಕ್ಷೆಗಳಿಗೆ ನಿಗದಿತ ದರ ನಿಗದಿಪಡಿಸಲು ಸೂಚನೆ. ಡೆಂಘೀ ಪ್ರಕರಣ ಪತ್ತೆ ಆದ ಬಳಿಕ ಸೂಕ್ತ ಕ್ರಮ ಕೈಗೊಳ್ಳುವಂತೆ ಸೂಚಿಸಿದರು. ಡೆಂಘೀ ಏಡಿಸ ನಿಯಂತ್ರಣ ಕುರಿತು ಮಾಧ್ಯಮಗಳ ಜೊತೆ ಮಾಹಿತಿ. [1068, 904, 1238, 979]
lead-col3 [882, 358, 1052, 773]
lead-col4 [1066, 358, 1238, 773]
article-text: ಡೆಂಘೀ ಪ್ರಕರಣಗಳ ಕುರಿತು ಖಾಸಗಿ ಆಸ್ಪತ್ರೆಗಳು ಕಡ್ಡಾಯವಾಗಿ ಸರ್ಕಾರಕ್ಕೆ ಮಾಹಿತಿ ನೀಡಬೇಕು. ಡೆಂಘೀ ನಿಯಂತ್ರಣಕ್ಕೆ ಪಾಲಿಕೆ ಸ್ಥಳೀಯ ಸಂಸ್ಥೆಗಳ ಅಧಿಕಾರಿಗಳು, ಶಿಕ್ಷಕರು, ಎಲ್ಲಾ ಸಿಬ್ಬಂದಿ ಸನ್ನದ್ಧರಾಗಿರಬೇಕು. ಡೆಂಘೀ ಪ್ರಕರಣಗಳ ಟೆಸ್ಟಿಂಗ್ ಗೆ ಖಾಸಗಿ ಆಸ್ಪತ್ರೆಗಳಿಗೂ ದರ ನಿಗದಿ ಮಾಡುವಂತೆ ಆರೋಗ್ಯ ಸಚಿವ ದಿನೇಶ್ ಗುಂಡೂರಾವ್ ಸೂಚನೆ ನೀಡಿದರು. ಆರೋಗ್ಯ ಇಲಾಖೆ ಅಧಿಕಾರಿಗಳಿಗೆ ಸೂಚನೆ ನೀಡಿದ್ದಾರೆ. ಬೆಂಗಳೂರಿನ ವಿಧಾನ ಸೌಧದಲ್ಲಿ ಇಂದು ಡೆಂಘೀ ನಿಯಂತ್ರಣ ಕುರಿತು ಬಿಬಿಎಂಪಿ, ಗ್ರಾಮೀಣಾಭಿವೃದ್ಧಿ ಹಾಗೂ ಆರೋಗ್ಯ ಇಲಾಖೆ ಅಧಿಕಾರಿಗಳೊಂದಿಗೆ ಸಭೆ ನಡೆಸಿದ ಸಚಿವರು, ಬಿಬಿಎಂಪಿ ವ್ಯಾಪ್ತಿಯಲ್ಲಿ ಡೆಂಘೀ ಕುರಿತು ಸಮರ್ಪಕ ಮಾಹಿತಿ ನೀಡಬೇಕು. ಖಾಸಗಿ ಆಸ್ಪತ್ರೆಗಳು ಡೆಂಘೀ ಪ್ರಕರಣಗಳ ಮಾಹಿತಿ ನೀಡುವಂತೆ ಸೂಚಿಸಿದರು. ರಾಜ್ಯದಲ್ಲಿ ಕಳೆದ ವರ್ಷ ಇದೇ ಅವಧಿಗೆ ಹೋಲಿಸಿದರೆ ಈ ಬಾರಿ ಡೆಂಘೀ ಪ್ರಕರಣಗಳ ಸಂಖ್ಯೆ ಹೆಚ್ಚಳವಾಗಿದೆ. [348, 904, 518, 1182]
article-text: ಬೆಂಗಳೂರು: ಮುಂದಿನ ವರ್ಷದ ಫೆಬ್ರವರಿಯಲ್ಲಿ ನಗರದಲ್ಲಿ ನಡೆಯಲಿರುವ ಜಾಗತಿಕ ಹೂಡಿಕೆದಾರರ ಸಮಾವೇಶದಲ್ಲಿ ಭಾಗವಹಿಸುವುದಕ್ಕೆ ದಕ್ಷಿಣ ಕೊರಿಯಾದ ಉದ್ಯಮಿಗಳನ್ನು ಆಹ್ವಾನಿಸಲು ಕರ್ನಾಟಕ ರಾಜ್ಯ ಸರ್ಕಾರದ ಮಂಗಳವಾರ ಸಿಯೋಲ್‌ನಲ್ಲಿ ಯಶಸ್ವಿಯಾಗಿ ರೋಡ್‌ಶೋ ನಡೆಸಿತು. ರೋಡ್‌ಶೋನಲ್ಲಿ ಮಾತನಾಡಿದ ಬೃಹತ್ ಮತ್ತು ಮಧ್ಯಮ ಕೈಗಾರಿಕಾ ಸಚಿವ ಎಂ. ಬಿ. ಪಾಟೀಲ ಅವರು, ವಿದ್ಯುತ್‌ಚಾಲಿತ ವಾಹನಗಳ ಭವಿಷ್ಯ, ಆತ್ಯಾಧುನಿಕ ಯಂತ್ರೋಪಕರಣ, ಬಾಹ್ಯಾಕಾಶ ತಂತ್ರಜ್ಞಾನ ನೀರಿಂತಹ ನವೀನ ಉದ್ಯಮ ವಲಯಗಳಲ್ಲಿ ರಾಜ್ಯದಲ್ಲಿ ಇರುವ ವಿಪುಲ ಅವಕಾಶಗಳ ಬಗ್ಗೆ ಮಾಹಿತಿ ನೀಡಿದರು. [348, 359, 518, 559]
election-col3 [708, 1688, 878, 2008]
lead-photo-delegation [528, 358, 868, 593]
